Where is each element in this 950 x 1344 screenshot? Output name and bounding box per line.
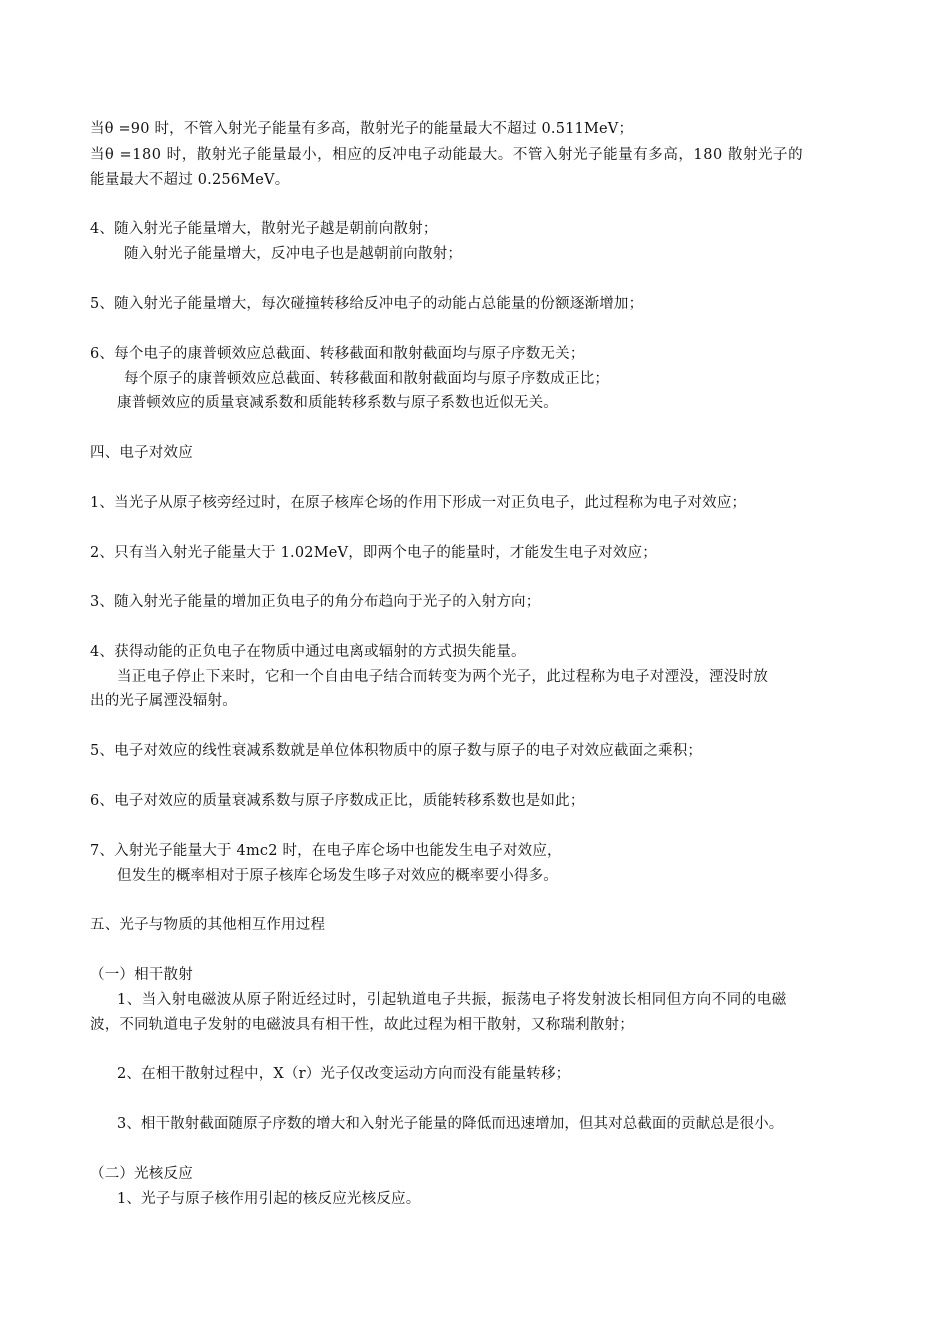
text-line-coherent-3: 3、相干散射截面随原子序数的增大和入射光子能量的降低而迅速增加，但其对总截面的贡献总是很小。 bbox=[117, 1116, 784, 1132]
section-heading-pair-production: 四、电子对效应 bbox=[90, 445, 193, 461]
text-line-item-5: 5、随入射光子能量增大，每次碰撞转移给反冲电子的动能占总能量的份额逐渐增加； bbox=[90, 296, 644, 312]
text-line-coherent-2: 2、在相干散射过程中，X（r）光子仅改变运动方向而没有能量转移； bbox=[117, 1066, 571, 1082]
text-line-item-4-sub: 随入射光子能量增大，反冲电子也是越朝前向散射； bbox=[124, 246, 463, 262]
text-line-pair-4: 4、获得动能的正负电子在物质中通过电离或辐射的方式损失能量。 bbox=[90, 644, 526, 660]
text-line-coherent-1: 1、当入射电磁波从原子附近经过时，引起轨道电子共振，振荡电子将发射波长相同但方向不同的电磁 bbox=[117, 992, 787, 1008]
subsection-heading-coherent-scattering: （一）相干散射 bbox=[90, 967, 193, 983]
text-line-pair-1: 1、当光子从原子核旁经过时，在原子核库仑场的作用下形成一对正负电子，此过程称为电子对效应； bbox=[90, 495, 747, 511]
text-line-pair-7-sub: 但发生的概率相对于原子核库仑场发生哆子对效应的概率要小得多。 bbox=[117, 868, 558, 884]
text-line-pair-4-cont: 出的光子属湮没辐射。 bbox=[90, 693, 237, 709]
text-line-theta-180: 当θ =180 时，散射光子能量最小，相应的反冲电子动能最大。不管入射光子能量有多高，180 散射光子的 bbox=[90, 147, 804, 163]
text-line-item-6-sub1: 每个原子的康普顿效应总截面、转移截面和散射截面均与原子序数成正比； bbox=[124, 371, 610, 387]
subsection-heading-photonuclear: （二）光核反应 bbox=[90, 1166, 193, 1182]
text-line-item-6-sub2: 康普顿效应的质量衰减系数和质能转移系数与原子系数也近似无关。 bbox=[117, 395, 558, 411]
text-line-photonuclear-1: 1、光子与原子核作用引起的核反应光核反应。 bbox=[117, 1191, 421, 1207]
text-line-pair-5: 5、电子对效应的线性衰减系数就是单位体积物质中的原子数与原子的电子对效应截面之乘积； bbox=[90, 743, 703, 759]
text-line-pair-4-sub: 当正电子停止下来时，它和一个自由电子结合而转变为两个光子，此过程称为电子对湮没，湮没时放 bbox=[117, 669, 769, 685]
text-line-item-4: 4、随入射光子能量增大，散射光子越是朝前向散射； bbox=[90, 221, 438, 237]
text-line-theta-180-cont: 能量最大不超过 0.256MeV。 bbox=[90, 172, 290, 188]
text-line-pair-3: 3、随入射光子能量的增加正负电子的角分布趋向于光子的入射方向； bbox=[90, 594, 541, 610]
text-line-pair-7: 7、入射光子能量大于 4mc2 时，在电子库仑场中也能发生电子对效应， bbox=[90, 843, 562, 859]
text-line-pair-6: 6、电子对效应的质量衰减系数与原子序数成正比，质能转移系数也是如此； bbox=[90, 793, 585, 809]
text-line-coherent-1-cont: 波，不同轨道电子发射的电磁波具有相干性，故此过程为相干散射，又称瑞利散射； bbox=[90, 1017, 634, 1033]
text-line-item-6: 6、每个电子的康普顿效应总截面、转移截面和散射截面均与原子序数无关； bbox=[90, 346, 585, 362]
text-line-theta-90: 当θ =90 时，不管入射光子能量有多高，散射光子的能量最大不超过 0.511MeV； bbox=[90, 121, 634, 137]
text-line-pair-2: 2、只有当入射光子能量大于 1.02MeV，即两个电子的能量时，才能发生电子对效应； bbox=[90, 545, 657, 561]
section-heading-other-interactions: 五、光子与物质的其他相互作用过程 bbox=[90, 917, 326, 933]
